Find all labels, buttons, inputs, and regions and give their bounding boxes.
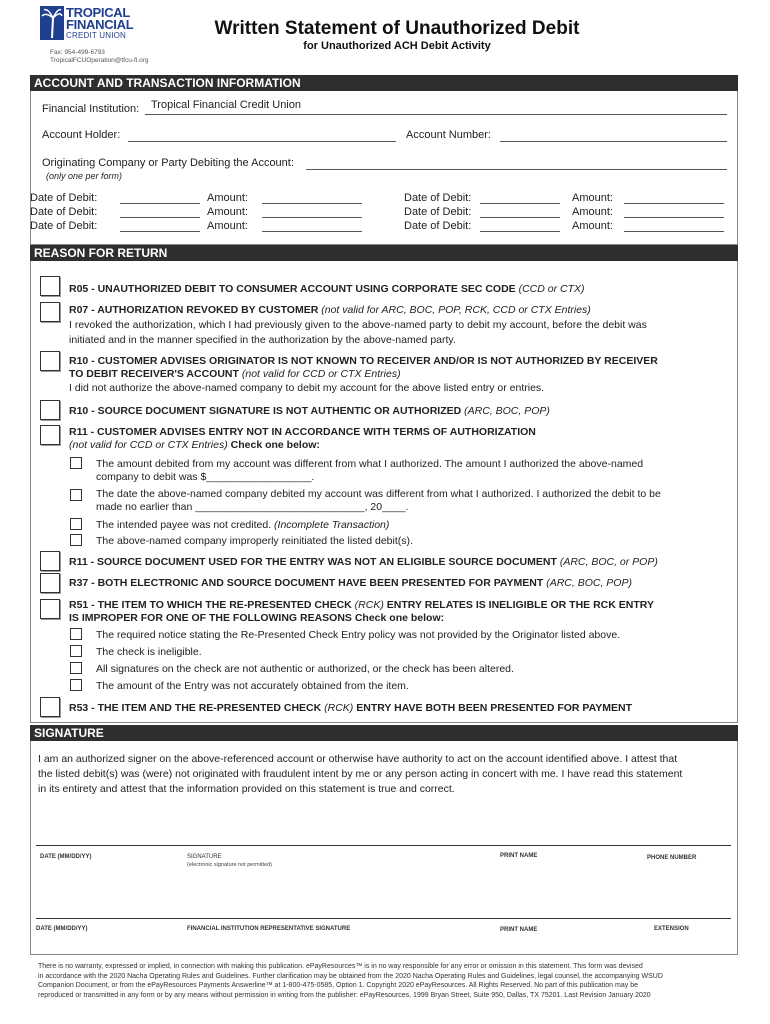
r07-desc-1: I revoked the authorization, which I had previously given to the above-named party to debit my account, before the debit was <box>69 319 647 331</box>
r11a-opt3-note: (Incomplete Transaction) <box>274 519 390 531</box>
r11a-checkbox[interactable] <box>40 425 60 445</box>
r53-title-2: ENTRY HAVE BOTH BEEN PRESENTED FOR PAYMENT <box>356 702 632 714</box>
r05-title: R05 - UNAUTHORIZED DEBIT TO CONSUMER ACCOUNT USING CORPORATE SEC CODE <box>69 283 516 295</box>
r11b-checkbox[interactable] <box>40 551 60 571</box>
debit-rows-right <box>404 192 613 234</box>
r51-opt1-checkbox[interactable] <box>70 628 82 640</box>
r51-checkbox[interactable] <box>40 599 60 619</box>
r51-text <box>69 599 734 625</box>
r10b-note: (ARC, BOC, POP) <box>464 405 550 417</box>
r05-checkbox[interactable] <box>40 276 60 296</box>
amount-field-1[interactable] <box>262 192 362 204</box>
r51-opt2: The check is ineligible. <box>96 646 202 658</box>
attest-line-1: I am an authorized signer on the above-referenced account or otherwise have authority to act on the account identified above. I attest that <box>38 753 678 765</box>
disclaimer-line-2: in accordance with the 2020 Nacha Operating Rules and Guidelines. Further clarification may be obtained from the 2020 Nacha Operating Rules and Guidelines, legal counsel, the accompanying WSUD <box>38 972 663 980</box>
r11a-note: (not valid for CCD or CTX Entries) <box>69 439 228 451</box>
r51-title-1a: R51 - THE ITEM TO WHICH THE RE-PRESENTED CHECK <box>69 599 352 611</box>
amount-field-5[interactable] <box>624 206 724 218</box>
r07-checkbox[interactable] <box>40 302 60 322</box>
r11a-opt2-line2: made no earlier than _____________________________, 20____. <box>96 501 409 513</box>
attest-line-3: in its entirety and attest that the information provided on this statement is true and correct. <box>38 783 455 795</box>
attest-line-2: the listed debit(s) was (were) not originated with fraudulent intent by me or any person acting in concert with me. I have read this statement <box>38 768 683 780</box>
disclaimer <box>38 962 738 1000</box>
date-label-2: Date of Debit: <box>30 206 98 218</box>
r11a-title: R11 - CUSTOMER ADVISES ENTRY NOT IN ACCORDANCE WITH TERMS OF AUTHORIZATION <box>69 426 536 438</box>
amount-label-6: Amount: <box>572 220 613 232</box>
r51-opt4-checkbox[interactable] <box>70 679 82 691</box>
extension-field[interactable] <box>620 919 730 949</box>
date-label-1: Date of Debit: <box>30 192 98 204</box>
logo-line-3: CREDIT UNION <box>66 31 127 40</box>
print-name-label-2: PRINT NAME <box>500 927 538 933</box>
r51-note: (RCK) <box>354 599 384 611</box>
originating-field[interactable] <box>306 156 727 170</box>
rep-signature-field[interactable] <box>183 919 483 949</box>
r11a-check-one: Check one below: <box>230 439 320 451</box>
disclaimer-line-4: reproduced or transmitted in any form or by any means without permission in writing from the publisher: ePayResources, 1999 Bryan Street, Suite 950, Dallas, TX 75201. Last Revision January 2020 <box>38 991 651 999</box>
r11b-note: (ARC, BOC, or POP) <box>559 556 658 568</box>
r11a-opt1-line1: The amount debited from my account was different from what I authorized. The amount I authorized the above-named <box>96 458 644 470</box>
r51-opt4: The amount of the Entry was not accurately obtained from the item. <box>96 680 409 692</box>
date-label-4: Date of Debit: <box>404 192 472 204</box>
r10b-checkbox[interactable] <box>40 400 60 420</box>
contact-block <box>50 49 148 65</box>
r07-title: R07 - AUTHORIZATION REVOKED BY CUSTOMER <box>69 304 319 316</box>
contact-email[interactable]: TropicalFCUOperation@tfcu-fl.org <box>50 57 149 64</box>
date-field-6[interactable] <box>480 220 560 232</box>
reason-section-header: REASON FOR RETURN <box>30 245 738 261</box>
r37-checkbox[interactable] <box>40 573 60 593</box>
attestation <box>38 752 738 797</box>
r07-desc-2: initiated and in the manner specified in the authorization by the above-named party. <box>69 334 456 346</box>
disclaimer-line-1: There is no warranty, expressed or implied, in connection with making this publication. ePayResources™ is in no way responsible for any error or omission in this statement. This form was devised <box>38 963 643 970</box>
amount-field-4[interactable] <box>624 192 724 204</box>
signature-section-header: SIGNATURE <box>30 725 738 741</box>
debit-rows-left <box>30 192 248 234</box>
r11a-text <box>69 426 734 452</box>
holder-label: Account Holder: <box>42 129 121 141</box>
r10b-title: R10 - SOURCE DOCUMENT SIGNATURE IS NOT AUTHENTIC OR AUTHORIZED <box>69 405 462 417</box>
r51-opt3-checkbox[interactable] <box>70 662 82 674</box>
r11a-opt3-checkbox[interactable] <box>70 518 82 530</box>
r10a-note: (not valid for CCD or CTX Entries) <box>241 368 401 380</box>
extension-label: EXTENSION <box>654 926 689 932</box>
r11a-opt3 <box>96 519 389 532</box>
date-label-6: Date of Debit: <box>404 220 472 232</box>
r10b-text <box>69 405 550 418</box>
amount-field-6[interactable] <box>624 220 724 232</box>
r53-title-1: R53 - THE ITEM AND THE RE-PRESENTED CHECK <box>69 702 322 714</box>
r37-text <box>69 577 632 590</box>
r53-checkbox[interactable] <box>40 697 60 717</box>
account-section-header: ACCOUNT AND TRANSACTION INFORMATION <box>30 75 738 91</box>
amount-label-1: Amount: <box>207 192 248 204</box>
r53-note: (RCK) <box>324 702 354 714</box>
r11a-opt3-text: The intended payee was not credited. <box>96 519 272 531</box>
date-field-5[interactable] <box>480 206 560 218</box>
amount-field-3[interactable] <box>262 220 362 232</box>
print-name-label-1: PRINT NAME <box>500 853 538 859</box>
page-subtitle: for Unauthorized ACH Debit Activity <box>303 40 491 52</box>
date-label-rep: DATE (MM/DD/YY) <box>36 926 88 932</box>
date-label-5: Date of Debit: <box>404 206 472 218</box>
r53-text <box>69 702 632 715</box>
r10a-checkbox[interactable] <box>40 351 60 371</box>
r51-title-2: IS IMPROPER FOR ONE OF THE FOLLOWING REASONS Check one below: <box>69 612 445 624</box>
originating-note: (only one per form) <box>46 171 123 181</box>
date-label-sig: DATE (MM/DD/YY) <box>40 854 92 860</box>
r07-text <box>69 304 734 347</box>
date-field-3[interactable] <box>120 220 200 232</box>
r11b-text <box>69 556 658 569</box>
print-name-field-2[interactable] <box>490 919 610 949</box>
palm-tree-icon <box>40 6 64 40</box>
r05-text <box>69 283 585 296</box>
institution-field[interactable]: Tropical Financial Credit Union <box>145 99 727 115</box>
r11a-opt4-checkbox[interactable] <box>70 534 82 546</box>
institution-label: Financial Institution: <box>42 103 140 115</box>
r11b-title: R11 - SOURCE DOCUMENT USED FOR THE ENTRY WAS NOT AN ELIGIBLE SOURCE DOCUMENT <box>69 556 557 568</box>
date-field-2[interactable] <box>120 206 200 218</box>
phone-label: PHONE NUMBER <box>647 855 697 861</box>
number-field[interactable] <box>500 128 727 142</box>
fax-number: Fax: 954-499-6793 <box>50 49 105 56</box>
logo-line-1: TROPICAL <box>66 5 131 20</box>
r51-opt2-checkbox[interactable] <box>70 645 82 657</box>
r51-opt1: The required notice stating the Re-Presented Check Entry policy was not provided by the Originator listed above. <box>96 629 621 641</box>
r05-note: (CCD or CTX) <box>518 283 585 295</box>
r10a-desc: I did not authorize the above-named company to debit my account for the above listed entry or entries. <box>69 382 545 394</box>
date-field-1[interactable] <box>120 192 200 204</box>
r11a-opt1 <box>96 458 736 484</box>
r11a-opt4: The above-named company improperly reinitiated the listed debit(s). <box>96 535 413 547</box>
signature-note: (electronic signature not permitted) <box>187 862 272 868</box>
r11a-opt1-line2: company to debit was $__________________. <box>96 471 315 483</box>
signature-label: SIGNATURE <box>187 854 222 860</box>
originating-label: Originating Company or Party Debiting the Account: <box>42 157 294 169</box>
amount-label-5: Amount: <box>572 206 613 218</box>
logo-line-2: FINANCIAL <box>66 17 134 32</box>
r51-opt3: All signatures on the check are not authentic or authorized, or the check has been altered. <box>96 663 514 675</box>
r11a-opt1-checkbox[interactable] <box>70 457 82 469</box>
date-field-rep[interactable] <box>36 919 176 949</box>
amount-field-2[interactable] <box>262 206 362 218</box>
r11a-opt2-checkbox[interactable] <box>70 489 82 501</box>
signature-field[interactable] <box>183 846 483 906</box>
number-label: Account Number: <box>406 129 491 141</box>
rep-signature-label: FINANCIAL INSTITUTION REPRESENTATIVE SIGNATURE <box>187 926 351 932</box>
r11a-opt2 <box>96 488 736 514</box>
r37-note: (ARC, BOC, POP) <box>546 577 632 589</box>
amount-label-2: Amount: <box>207 206 248 218</box>
r10a-title-2: TO DEBIT RECEIVER'S ACCOUNT <box>69 368 239 380</box>
amount-label-4: Amount: <box>572 192 613 204</box>
date-field-4[interactable] <box>480 192 560 204</box>
r07-note: (not valid for ARC, BOC, POP, RCK, CCD or CTX Entries) <box>321 304 591 316</box>
holder-field[interactable] <box>128 128 396 142</box>
date-label-3: Date of Debit: <box>30 220 98 232</box>
tfcu-logo <box>40 6 160 48</box>
r11a-opt2-line1: The date the above-named company debited my account was different from what I authorized. I authorized the debit to be <box>96 488 661 500</box>
r10a-text <box>69 355 734 395</box>
r37-title: R37 - BOTH ELECTRONIC AND SOURCE DOCUMENT HAVE BEEN PRESENTED FOR PAYMENT <box>69 577 544 589</box>
page-title: Written Statement of Unauthorized Debit <box>214 18 580 39</box>
amount-label-3: Amount: <box>207 220 248 232</box>
r10a-title-1: R10 - CUSTOMER ADVISES ORIGINATOR IS NOT KNOWN TO RECEIVER AND/OR IS NOT AUTHORIZED BY RECEIVER <box>69 355 658 367</box>
r51-title-1b: ENTRY RELATES IS INELIGIBLE OR THE RCK ENTRY <box>386 599 654 611</box>
disclaimer-line-3: Companion Document, or from the ePayResources Payments Answerline™ at 1-800-475-0585, Option 1. Copyright 2020 ePayResources. All Rights Reserved. No part of this publication may be <box>38 982 638 989</box>
